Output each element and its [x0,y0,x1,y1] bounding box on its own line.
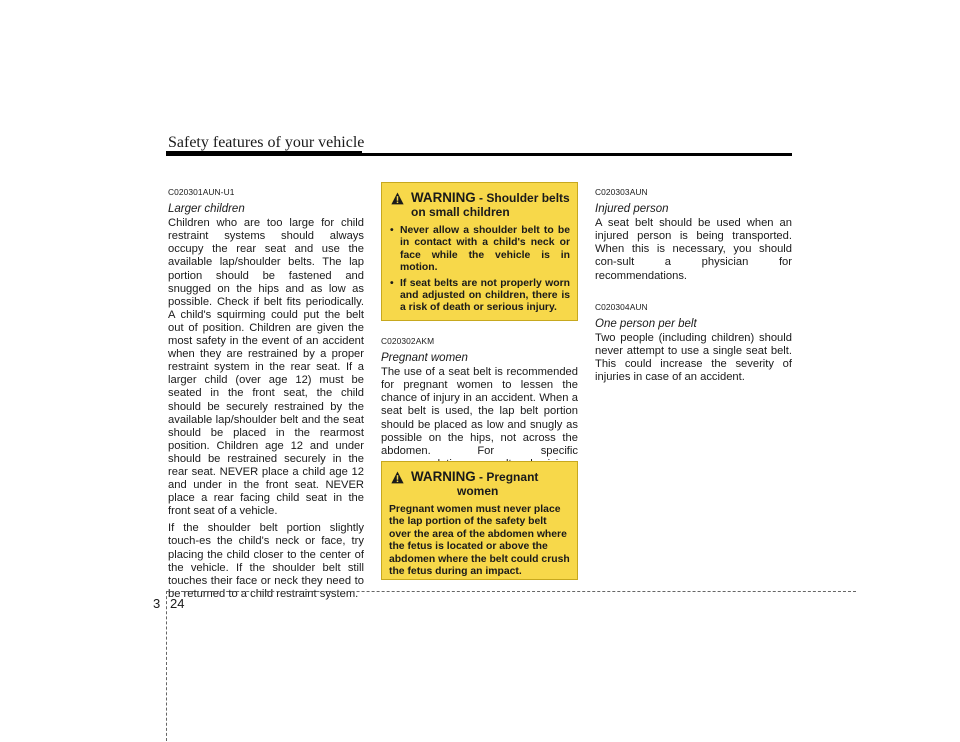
section-code: C020304AUN [595,301,648,312]
warning-list [389,225,570,315]
section-subtitle: One person per belt [595,317,697,330]
warning-title [411,191,570,219]
warning-triangle-icon [391,471,404,484]
warning-box-shoulder-belts [381,182,578,321]
warning-triangle-icon [391,192,404,205]
warning-item: • Never allow a shoulder belt to be in contact with a child's neck or face while the vehicle is in motion. [389,225,570,275]
section-code: C020302AKM [381,336,435,346]
warning-title-line2: women [457,484,499,498]
page-header-title: Safety features of your vehicle [168,134,365,151]
section-code: C020301AUN-U1 [168,187,235,197]
chapter-number: 3 [153,596,161,611]
warning-title-line2: on small children [411,205,510,219]
paragraph: A seat belt should be used when an injured person is being transported. When this is necessary, you should con-sult a physician for recommendations. [595,217,792,282]
section-subtitle: Injured person [595,203,669,216]
warning-header [389,191,570,219]
section-subtitle: Pregnant women [381,352,468,365]
column-larger-children [168,186,364,605]
column-pregnant-women [381,335,578,475]
warning-label: WARNING [411,190,476,205]
warning-box-pregnant-women [381,461,578,580]
header-rule-accent [166,151,362,156]
footer-rule [166,591,856,592]
paragraph: Two people (including children) should never attempt to use a single seat belt. This could increase the severity of injuries in case of an accident. [595,331,792,384]
paragraph: The use of a seat belt is recommended for pregnant women to lessen the chance of injury in an accident. When a seat belt is used, the lap belt portion should be placed as low and snugly as possible on the hips, not across the abdomen. For specific [381,366,578,457]
warning-header [389,470,570,498]
section-subtitle: Larger children [168,203,245,216]
footer-divider [166,591,167,741]
paragraph: If the shoulder belt portion slightly touch-es the child's neck or face, try placing the child closer to the center of the vehicle. If the shoulder belt still touches their face or neck they need to be returned to a child restraint system. [168,522,364,600]
warning-title-line1: - Shoulder belts [475,191,570,205]
warning-title [411,470,538,498]
page-number: 24 [170,596,185,611]
section-code: C020303AUN [595,187,648,197]
paragraph: Children who are too large for child restraint systems should always occupy the rear seat and use the available lap/shoulder belts. The lap portion should be fastened and snugged on the hips and as low as possible. Check if belt fits periodically. A child's squirming could put the belt out of position. Children are given the most safety in the event of an accident when they are restrained by a proper restraint system in the rear seat. If a larger child (over age 12) must be seated in the front seat, the child should be securely restrained by the available lap/shoulder belt and the seat should be placed in the rearmost position. Children age 12 and under should be restrained securely in the rear seat. NEVER place a child age 12 and under in the front seat. NEVER place a rear facing child seat in the front seat of a vehicle. [168,217,364,518]
warning-item: • If seat belts are not properly worn and adjusted on children, there is a risk of death or serious injury. [389,278,570,315]
warning-label: WARNING [411,469,476,484]
warning-title-line1: - Pregnant [475,470,539,484]
column-injured-and-one-per-belt [595,186,792,388]
warning-body: Pregnant women must never place the lap portion of the safety belt over the area of the abdomen where the fetus is located or above the abdomen where the belt could crush the fetus during an impact. [389,504,570,578]
